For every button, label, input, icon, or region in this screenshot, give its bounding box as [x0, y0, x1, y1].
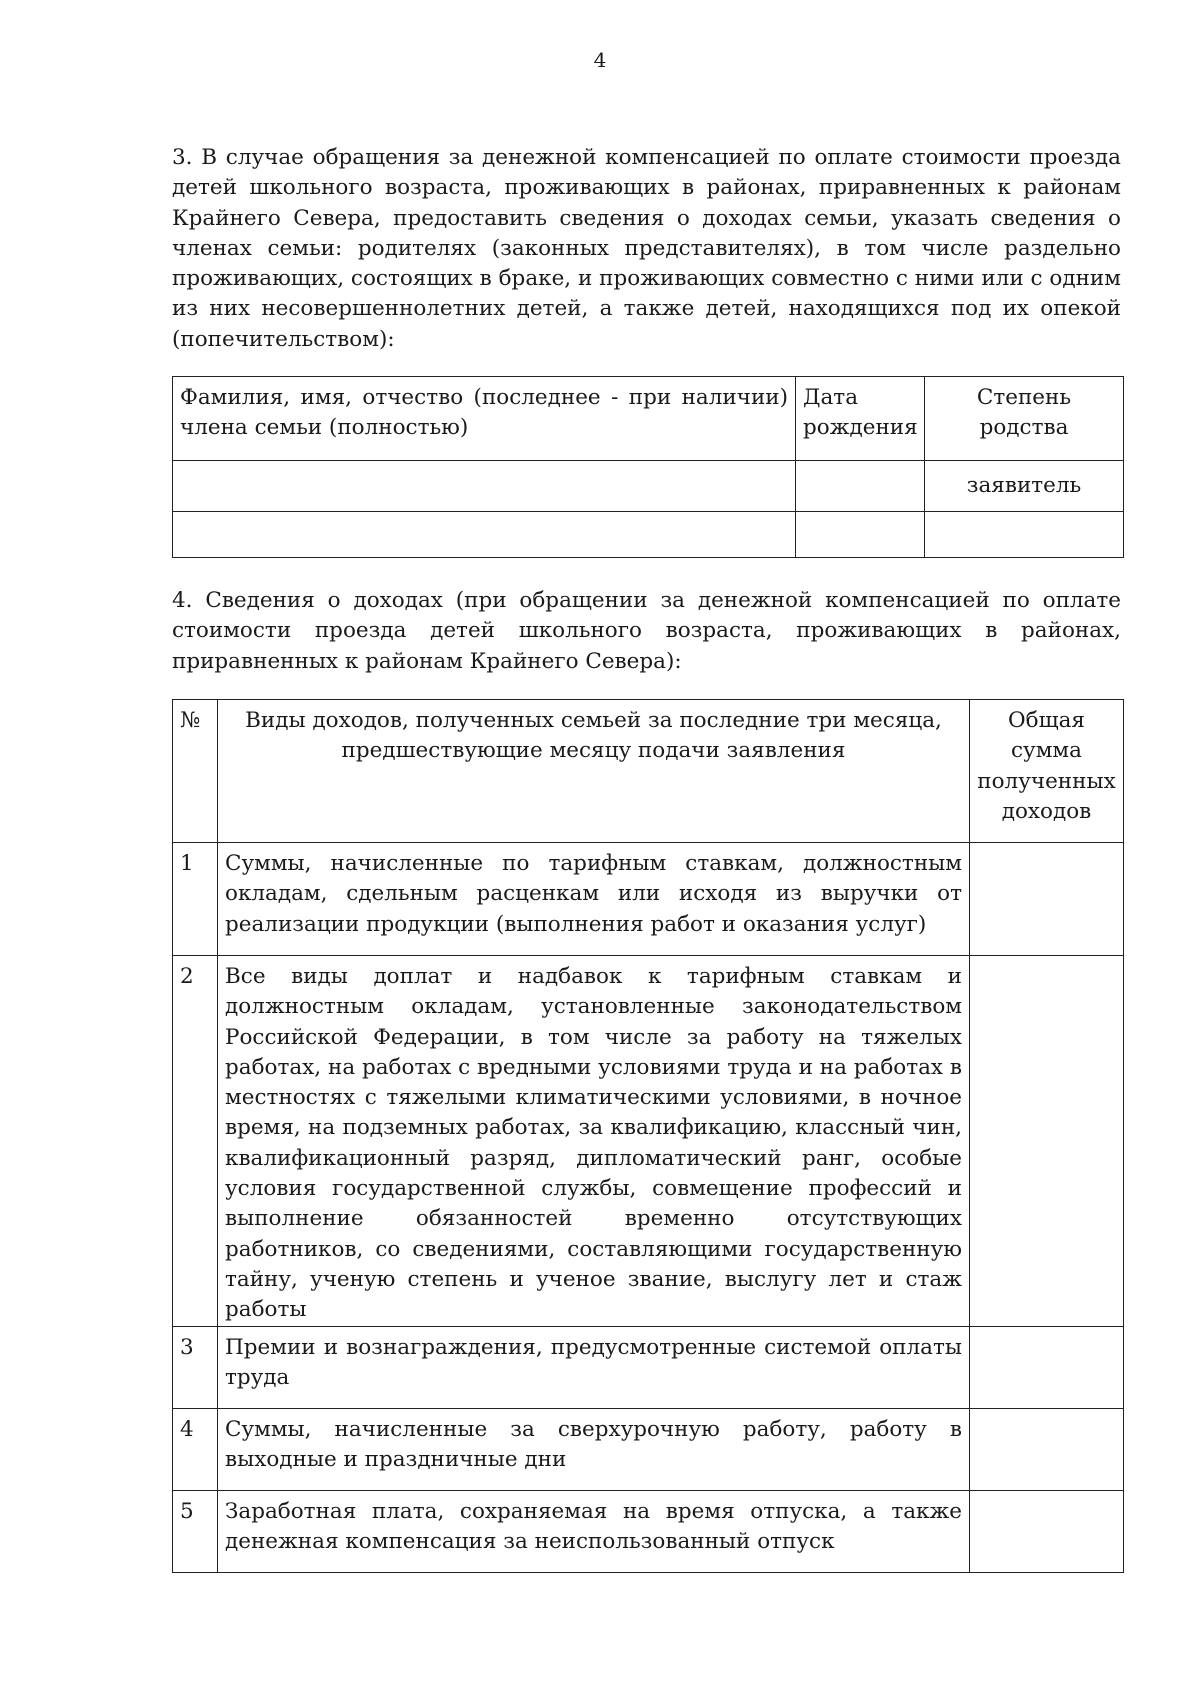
- table-row: [173, 1490, 1124, 1572]
- row-sum-cell[interactable]: [970, 956, 1124, 1327]
- row-number: 2: [173, 956, 218, 1327]
- header-birth-date: Дата рождения: [796, 377, 925, 461]
- row-description: Заработная плата, сохраняемая на время отпуска, а также денежная компенсация за неиспользованный отпуск: [218, 1490, 970, 1572]
- income-table: [172, 699, 1124, 1573]
- table-row: [173, 956, 1124, 1327]
- table-row: [173, 461, 1124, 512]
- header-income-type: Виды доходов, полученных семьей за последние три месяца, предшествующие месяцу подачи заявления: [218, 700, 970, 843]
- row-description: Суммы, начисленные за сверхурочную работу, работу в выходные и праздничные дни: [218, 1408, 970, 1490]
- row-number: 4: [173, 1408, 218, 1490]
- row-sum-cell[interactable]: [970, 1408, 1124, 1490]
- table-header-row: [173, 377, 1124, 461]
- family-members-table: [172, 376, 1124, 558]
- row-number: 3: [173, 1326, 218, 1408]
- row-number: 5: [173, 1490, 218, 1572]
- header-full-name: Фамилия, имя, отчество (последнее - при наличии) члена семьи (полностью): [173, 377, 796, 461]
- cell-birth-date[interactable]: [796, 461, 925, 512]
- row-sum-cell[interactable]: [970, 843, 1124, 956]
- table-header-row: [173, 700, 1124, 843]
- row-description: Все виды доплат и надбавок к тарифным ставкам и должностным окладам, установленные законодательством Российской Федерации, в том числе за работу на тяжелых работах, на работах с вредными условиями труда и на работах в местностях с тяжелыми климатическими условиями, в ночное время, на подземных работах, за квалификацию, классный чин, квалификационный разряд, дипломатический ранг, особые условия государственной службы, совмещение профессий и выполнение обязанностей временно отсутствующих работников, со сведениями, составляющими государственную тайну, ученую степень и ученое звание, выслугу лет и стаж работы: [218, 956, 970, 1327]
- cell-relationship[interactable]: [925, 512, 1124, 558]
- cell-birth-date[interactable]: [796, 512, 925, 558]
- row-description: Премии и вознаграждения, предусмотренные системой оплаты труда: [218, 1326, 970, 1408]
- row-number: 1: [173, 843, 218, 956]
- cell-full-name[interactable]: [173, 461, 796, 512]
- cell-relationship[interactable]: заявитель: [925, 461, 1124, 512]
- header-total-sum: Общая сумма полученных доходов: [970, 700, 1124, 843]
- table-row: [173, 1326, 1124, 1408]
- cell-full-name[interactable]: [173, 512, 796, 558]
- page-number: 4: [593, 48, 607, 72]
- row-description: Суммы, начисленные по тарифным ставкам, должностным окладам, сдельным расценкам или исходя из выручки от реализации продукции (выполнения работ и оказания услуг): [218, 843, 970, 956]
- section-3-paragraph: 3. В случае обращения за денежной компенсацией по оплате стоимости проезда детей школьного возраста, проживающих в районах, приравненных к районам Крайнего Севера, предоставить сведения о доходах семьи, указать сведения о членах семьи: родителях (законных представителях), в том числе раздельно проживающих, состоящих в браке, и проживающих совместно с ними или с одним из них несовершеннолетних детей, а также детей, находящихся под их опекой (попечительством):: [172, 145, 1121, 352]
- row-sum-cell[interactable]: [970, 1326, 1124, 1408]
- table-row: [173, 512, 1124, 558]
- section-4-paragraph: 4. Сведения о доходах (при обращении за денежной компенсацией по оплате стоимости проезда детей школьного возраста, проживающих в районах, приравненных к районам Крайнего Севера):: [172, 588, 1121, 674]
- header-number: №: [173, 700, 218, 843]
- row-sum-cell[interactable]: [970, 1490, 1124, 1572]
- table-row: [173, 843, 1124, 956]
- header-relationship: Степень родства: [925, 377, 1124, 461]
- table-row: [173, 1408, 1124, 1490]
